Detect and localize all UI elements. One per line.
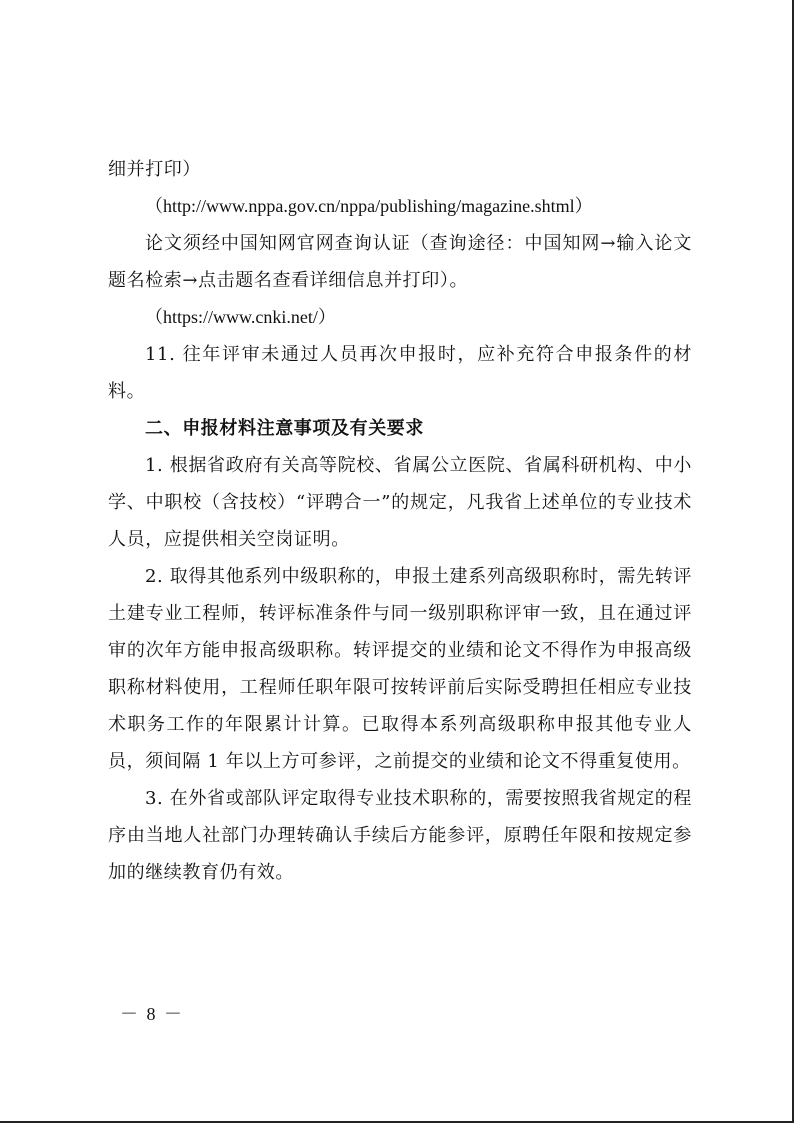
paragraph-item-2: 2. 取得其他系列中级职称的，申报土建系列高级职称时，需先转评土建专业工程师，转评标准条件与同一级别职称评审一致，且在通过评审的次年方能申报高级职称。转评提交的业绩和论文不得作为申报高级职称材料使用，工程师任职年限可按转评前后实际受聘担任相应专业技术职务工作的年限累计计算。已取得本系列高级职称申报其他专业人员，须间隔 1 年以上方可参评，之前提交的业绩和论文不得重复使用。 [108, 566, 692, 772]
paragraph-item-11: 11. 往年评审未通过人员再次申报时，应补充符合申报条件的材料。 [108, 344, 692, 402]
paragraph-url-cnki: （https://www.cnki.net/） [145, 307, 336, 327]
document-body [108, 151, 692, 891]
paragraph-item-3: 3. 在外省或部队评定取得专业技术职称的，需要按照我省规定的程序由当地人社部门办理转确认手续后方能参评，原聘任年限和按规定参加的继续教育仍有效。 [108, 788, 692, 883]
paragraph-item-1: 1. 根据省政府有关高等院校、省属公立医院、省属科研机构、中小学、中职校（含技校）“评聘合一”的规定，凡我省上述单位的专业技术人员，应提供相关空岗证明。 [108, 455, 692, 550]
section-heading: 二、申报材料注意事项及有关要求 [145, 418, 424, 439]
paragraph-continuation: 细并打印） [108, 159, 201, 180]
page-number: － 8 － [120, 1004, 184, 1024]
paragraph-cnki-verification: 论文须经中国知网官网查询认证（查询途径：中国知网→输入论文题名检索→点击题名查看详细信息并打印）。 [108, 233, 692, 291]
paragraph-url-nppa: （http://www.nppa.gov.cn/nppa/publishing/magazine.shtml） [145, 196, 593, 216]
